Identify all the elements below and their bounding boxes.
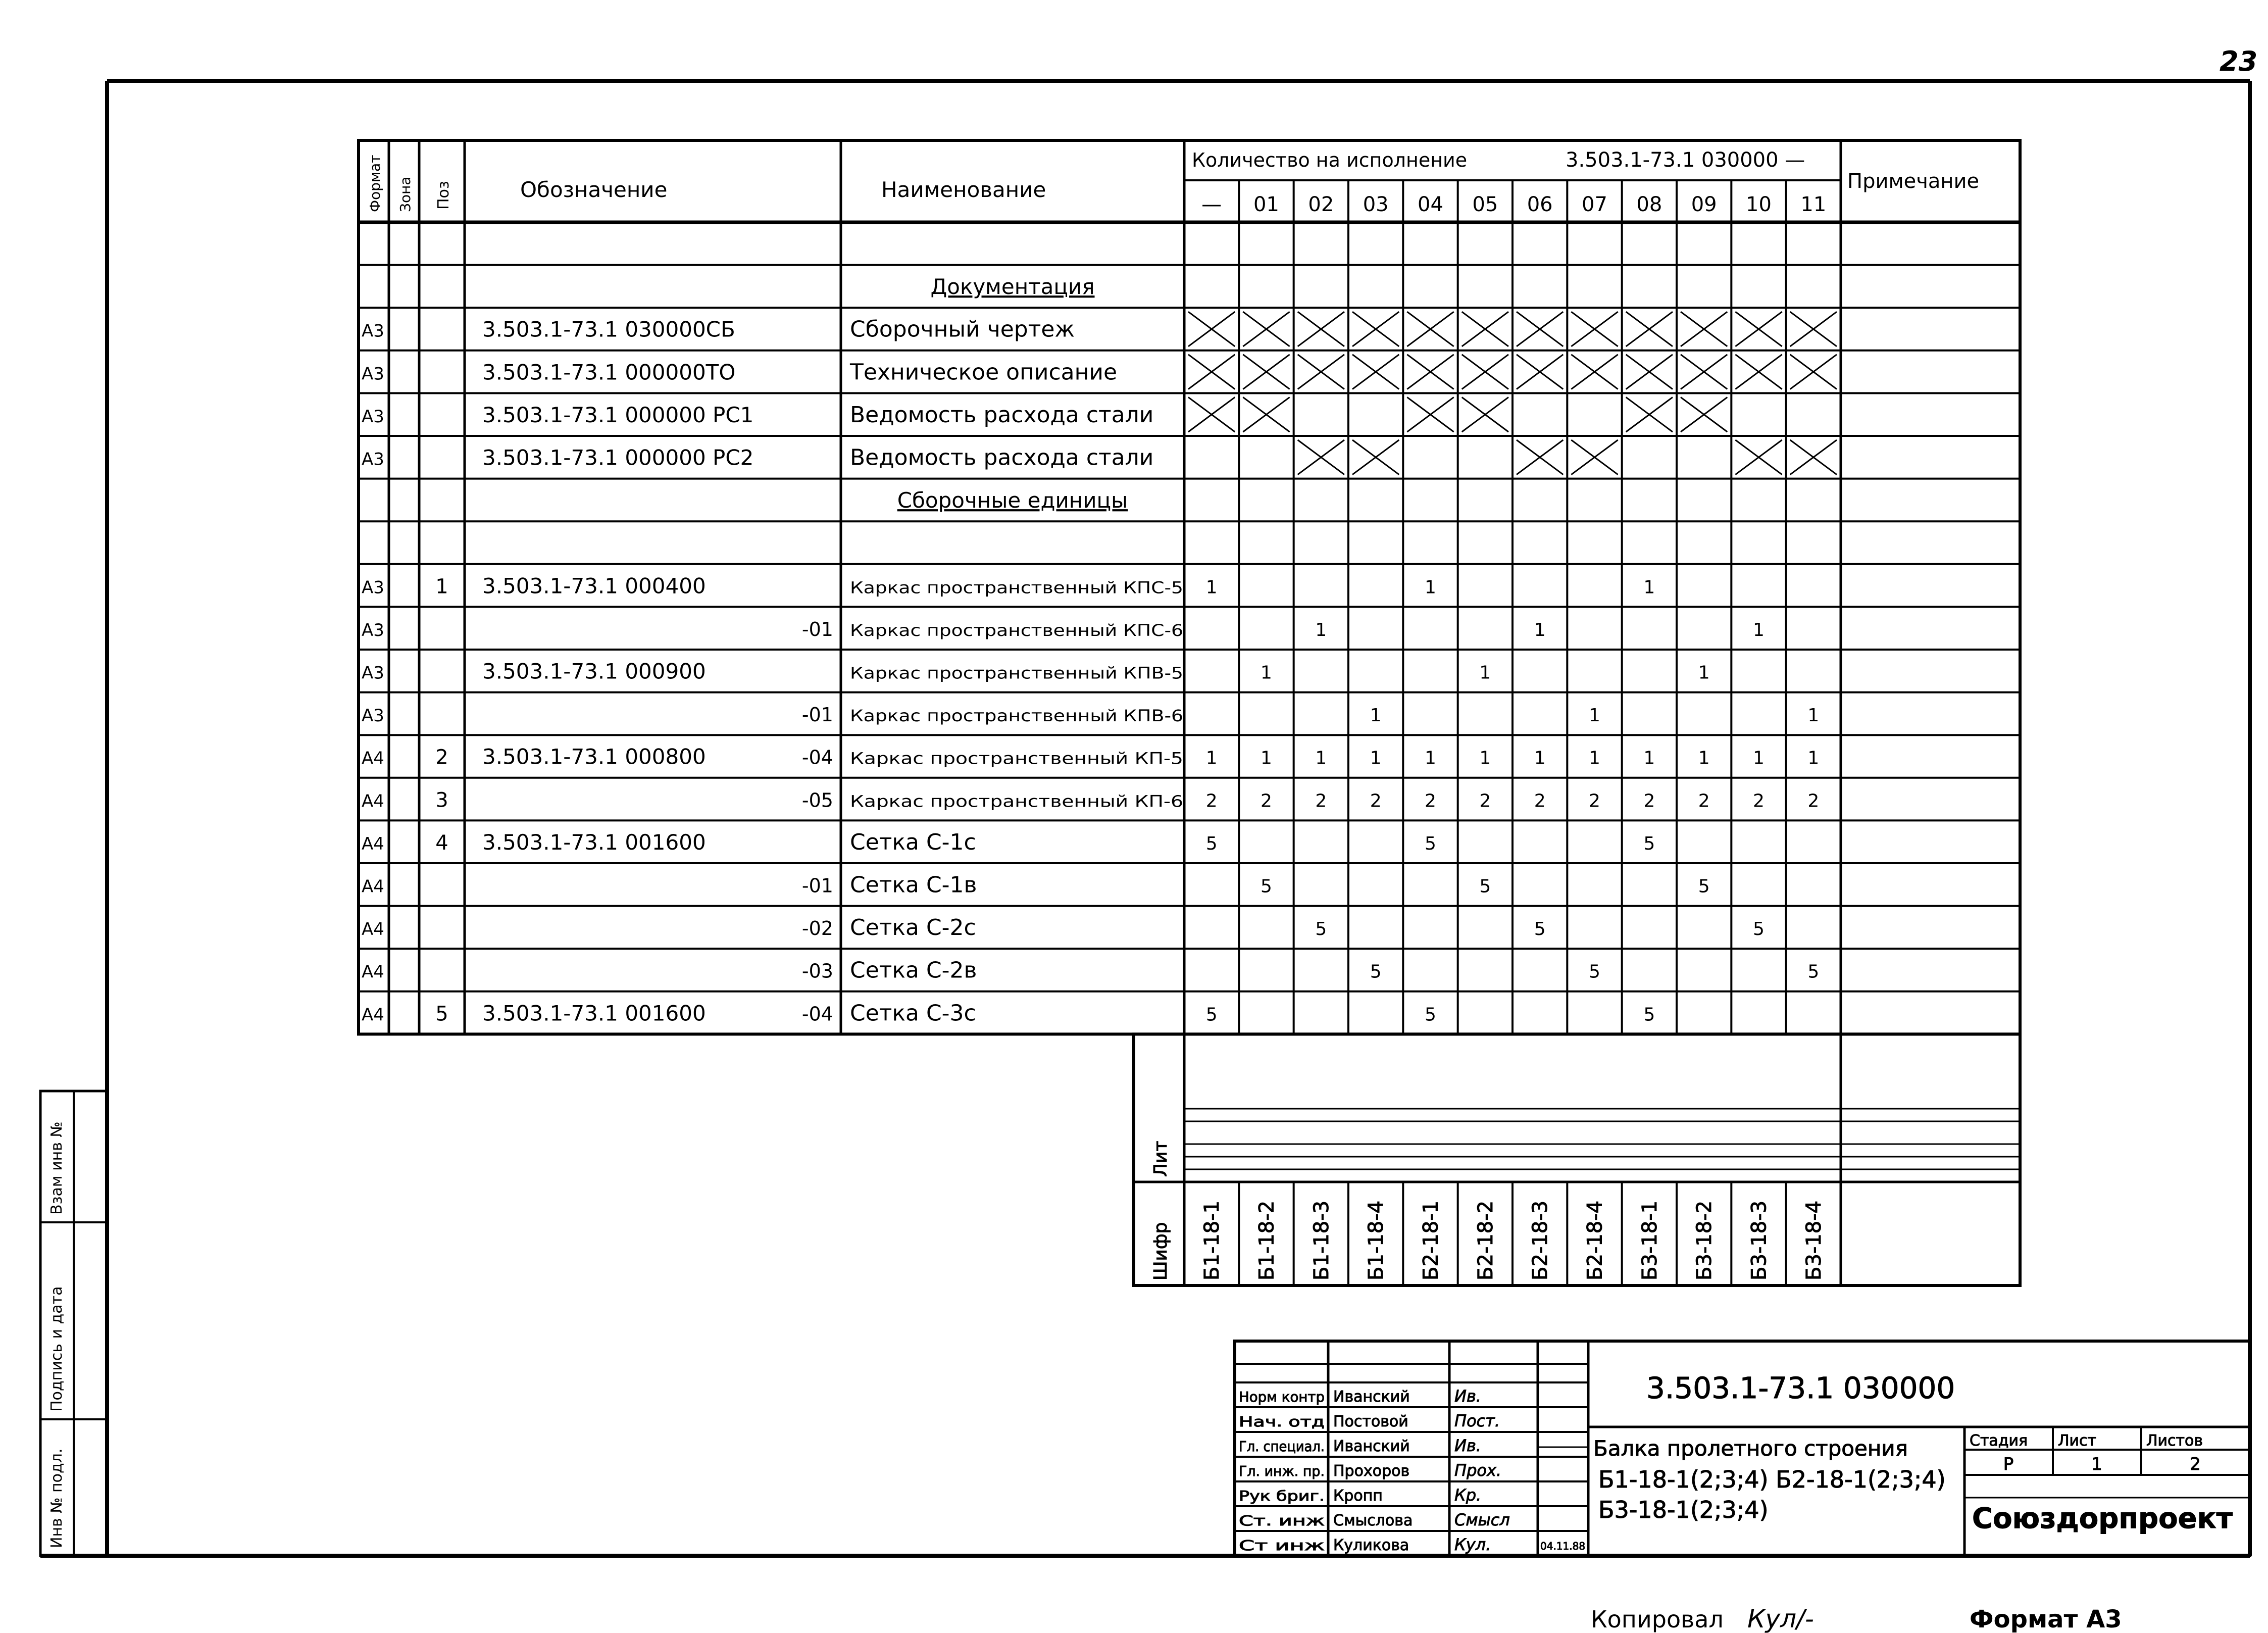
qty-value: 1 (1425, 748, 1436, 769)
staff-role: Ст. инж (1239, 1512, 1325, 1529)
qty-cross-mark (1571, 312, 1618, 347)
spec-table (362, 149, 1979, 1026)
copied-label: Копировал (1591, 1606, 1724, 1633)
qty-value: 1 (1698, 748, 1710, 769)
cipher-code: Б2-18-1 (1419, 1200, 1443, 1280)
qty-value: 1 (1425, 577, 1436, 598)
cell-format: А4 (362, 962, 384, 982)
header-column-09: 09 (1691, 193, 1717, 216)
qty-value: 1 (1807, 705, 1820, 726)
header-column-10: 10 (1746, 193, 1772, 216)
qty-value: 5 (1643, 1004, 1655, 1025)
header-column-06: 06 (1527, 193, 1553, 216)
staff-role: Гл. специал. (1239, 1438, 1325, 1455)
cell-format: А4 (362, 876, 384, 897)
qty-value: 1 (1534, 748, 1546, 769)
qty-cross-mark (1517, 440, 1563, 475)
qty-cross-mark (1517, 355, 1563, 389)
cell-format: А4 (362, 919, 384, 940)
side-label-sign-date: Подпись и дата (48, 1286, 66, 1412)
sheet-label: Лист (2058, 1432, 2097, 1450)
qty-value: 1 (1643, 748, 1655, 769)
qty-value: 2 (1315, 790, 1327, 812)
cell-designation: 3.503.1-73.1 030000СБ (482, 317, 735, 342)
cell-name: Каркас пространственный КПС-5 (850, 578, 1183, 598)
qty-cross-mark (1735, 440, 1782, 475)
qty-cross-mark (1352, 355, 1399, 389)
cell-designation: 3.503.1-73.1 000900 (482, 659, 706, 684)
cell-format: А3 (362, 406, 384, 427)
qty-value: 5 (1205, 833, 1218, 854)
cell-format: А4 (362, 791, 384, 812)
cell-format: А3 (362, 449, 384, 470)
stage-label: Стадия (1970, 1432, 2028, 1450)
date: 04.11.88 (1540, 1540, 1586, 1552)
qty-cross-mark (1626, 397, 1673, 432)
cell-format: А4 (362, 833, 384, 854)
staff-name: Куликова (1333, 1537, 1409, 1554)
staff-signature: Ив. (1454, 1387, 1481, 1406)
cell-name: Сетка С-1в (850, 872, 977, 898)
qty-value: 5 (1261, 876, 1272, 897)
qty-value: 1 (1479, 748, 1491, 769)
qty-value: 1 (1261, 748, 1272, 769)
cipher-code: Б2-18-4 (1583, 1200, 1607, 1280)
qty-value: 2 (1425, 790, 1436, 812)
cell-pos: 4 (435, 831, 448, 855)
title-block-text (1239, 1371, 2233, 1554)
header-column-11: 11 (1800, 193, 1827, 216)
cipher-code: Б3-18-4 (1802, 1200, 1826, 1280)
staff-role: Гл. инж. пр. (1239, 1463, 1325, 1479)
header-zone: Зона (397, 176, 414, 212)
qty-cross-mark (1462, 355, 1508, 389)
title-line-3: Б3-18-1(2;3;4) (1598, 1496, 1769, 1523)
cell-format: А3 (362, 364, 384, 384)
cell-name: Сборочный чертеж (850, 316, 1075, 342)
cell-format: А3 (362, 706, 384, 726)
qty-cross-mark (1243, 355, 1289, 389)
qty-value: 5 (1753, 919, 1765, 940)
qty-value: 5 (1589, 961, 1600, 982)
format-label: Формат А3 (1970, 1605, 2122, 1633)
qty-cross-mark (1462, 312, 1508, 347)
staff-name: Прохоров (1333, 1462, 1410, 1480)
side-label-inv: Инв № подл. (48, 1448, 66, 1548)
title-line-1: Балка пролетного строения (1593, 1436, 1908, 1461)
cell-name: Каркас пространственный КПС-6 (850, 620, 1183, 640)
header-column-base: — (1201, 193, 1222, 216)
staff-name: Постовой (1333, 1413, 1408, 1430)
qty-cross-mark (1735, 312, 1782, 347)
cipher-table (1134, 1034, 2020, 1285)
qty-cross-mark (1790, 312, 1837, 347)
staff-name: Иванский (1333, 1388, 1410, 1406)
qty-value: 1 (1807, 748, 1820, 769)
staff-role: Норм контр (1239, 1389, 1325, 1405)
qty-value: 2 (1205, 790, 1218, 812)
header-pos: Поз (435, 181, 452, 210)
cell-suffix: -04 (801, 1003, 833, 1025)
sheets-value: 2 (2190, 1454, 2201, 1474)
title-line-2: Б1-18-1(2;3;4) Б2-18-1(2;3;4) (1598, 1466, 1946, 1493)
qty-value: 1 (1370, 748, 1382, 769)
qty-value: 5 (1643, 833, 1655, 854)
page-number: 23 (2220, 45, 2258, 77)
cipher-code: Б3-18-1 (1638, 1200, 1661, 1280)
qty-value: 1 (1753, 619, 1765, 640)
cipher-code: Б1-18-2 (1255, 1200, 1279, 1280)
header-designation: Обозначение (520, 177, 668, 202)
header-note: Примечание (1847, 170, 1980, 193)
section-heading: Сборочные единицы (897, 488, 1128, 513)
qty-value: 2 (1534, 790, 1546, 812)
qty-value: 1 (1698, 662, 1710, 683)
qty-value: 1 (1315, 748, 1327, 769)
cell-format: А3 (362, 663, 384, 683)
qty-value: 5 (1479, 876, 1491, 897)
cell-designation: 3.503.1-73.1 000000 РС2 (482, 445, 754, 470)
header-column-08: 08 (1636, 193, 1662, 216)
cipher-code: Б3-18-3 (1747, 1200, 1771, 1280)
sheet-value: 1 (2091, 1454, 2102, 1474)
header-column-04: 04 (1418, 193, 1443, 216)
cipher-code: Б1-18-1 (1200, 1200, 1224, 1280)
qty-cross-mark (1188, 397, 1235, 432)
cell-suffix: -03 (801, 960, 833, 982)
cell-name: Каркас пространственный КПВ-5 (850, 663, 1183, 683)
qty-value: 1 (1205, 748, 1218, 769)
staff-name: Смыслова (1333, 1512, 1413, 1529)
cell-suffix: -05 (801, 789, 833, 812)
doc-number: 3.503.1-73.1 030000 (1646, 1371, 1955, 1405)
qty-value: 2 (1643, 790, 1655, 812)
qty-cross-mark (1626, 312, 1673, 347)
qty-cross-mark (1407, 312, 1453, 347)
cell-name: Техническое описание (850, 359, 1118, 385)
qty-value: 2 (1698, 790, 1710, 812)
title-block (1235, 1341, 2250, 1556)
staff-role: Ст инж (1239, 1537, 1325, 1554)
header-format: Формат (367, 155, 383, 212)
copied-signature: Кул/- (1747, 1604, 1814, 1633)
qty-cross-mark (1298, 440, 1344, 475)
qty-value: 5 (1205, 1004, 1218, 1025)
cell-name: Ведомость расхода стали (850, 402, 1154, 428)
cell-format: А3 (362, 620, 384, 640)
staff-signature: Кул. (1454, 1535, 1491, 1554)
qty-value: 5 (1425, 1004, 1436, 1025)
cell-name: Каркас пространственный КПВ-6 (850, 706, 1183, 726)
qty-value: 1 (1261, 662, 1272, 683)
cipher-label: Шифр (1150, 1222, 1171, 1280)
side-label-replace: Взам инв № (48, 1121, 66, 1215)
staff-signature: Пост. (1454, 1411, 1500, 1430)
stage-value: Р (2003, 1454, 2014, 1474)
qty-value: 1 (1205, 577, 1218, 598)
qty-value: 2 (1261, 790, 1272, 812)
qty-value: 2 (1753, 790, 1765, 812)
cipher-code: Б3-18-2 (1693, 1200, 1717, 1280)
header-column-05: 05 (1472, 193, 1498, 216)
staff-signature: Ив. (1454, 1436, 1481, 1455)
header-column-07: 07 (1582, 193, 1607, 216)
cell-name: Сетка С-3с (850, 1000, 976, 1026)
lit-label: Лит (1150, 1141, 1171, 1177)
qty-cross-mark (1188, 312, 1235, 347)
qty-cross-mark (1243, 312, 1289, 347)
qty-value: 5 (1425, 833, 1436, 854)
qty-value: 2 (1807, 790, 1820, 812)
cell-pos: 2 (435, 746, 448, 769)
qty-cross-mark (1517, 312, 1563, 347)
cipher-code: Б1-18-3 (1309, 1200, 1333, 1280)
qty-cross-mark (1790, 440, 1837, 475)
cell-pos: 5 (435, 1002, 448, 1026)
cell-name: Сетка С-1с (850, 829, 976, 855)
cell-pos: 3 (435, 788, 448, 812)
cell-pos: 1 (435, 575, 448, 599)
header-column-02: 02 (1308, 193, 1334, 216)
staff-name: Кропп (1333, 1487, 1383, 1505)
qty-cross-mark (1735, 355, 1782, 389)
staff-role: Нач. отд (1239, 1413, 1325, 1430)
qty-cross-mark (1681, 397, 1727, 432)
cell-suffix: -01 (801, 874, 833, 897)
qty-value: 1 (1534, 619, 1546, 640)
cell-designation: 3.503.1-73.1 000400 (482, 573, 706, 599)
staff-role: Рук бриг. (1239, 1488, 1325, 1504)
qty-value: 5 (1315, 919, 1327, 940)
cell-suffix: -02 (801, 917, 833, 940)
cell-name: Каркас пространственный КП-6 (850, 791, 1183, 811)
cell-designation: 3.503.1-73.1 000800 (482, 744, 706, 769)
header-column-03: 03 (1363, 193, 1389, 216)
qty-cross-mark (1243, 397, 1289, 432)
cell-name: Ведомость расхода стали (850, 444, 1154, 471)
qty-cross-mark (1407, 397, 1453, 432)
qty-cross-mark (1681, 312, 1727, 347)
staff-signature: Прох. (1454, 1461, 1502, 1480)
cell-suffix: -04 (801, 746, 833, 769)
cell-name: Сетка С-2с (850, 915, 976, 941)
qty-value: 2 (1589, 790, 1600, 812)
section-heading: Документация (930, 274, 1095, 300)
qty-cross-mark (1626, 355, 1673, 389)
header-name: Наименование (881, 177, 1046, 202)
cell-suffix: -01 (801, 618, 833, 640)
qty-cross-mark (1298, 355, 1344, 389)
cell-designation: 3.503.1-73.1 000000ТО (482, 360, 736, 385)
qty-value: 1 (1589, 705, 1600, 726)
qty-value: 2 (1370, 790, 1382, 812)
cell-name: Каркас пространственный КП-5 (850, 749, 1183, 768)
staff-signature: Смысл (1454, 1510, 1510, 1529)
sheets-label: Листов (2146, 1432, 2203, 1450)
cipher-code: Б1-18-4 (1365, 1200, 1388, 1280)
qty-value: 5 (1534, 919, 1546, 940)
qty-value: 1 (1370, 705, 1382, 726)
qty-cross-mark (1681, 355, 1727, 389)
qty-value: 1 (1753, 748, 1765, 769)
qty-value: 5 (1807, 961, 1820, 982)
qty-value: 1 (1589, 748, 1600, 769)
header-quantity-title: Количество на исполнение (1192, 149, 1468, 171)
cell-format: А4 (362, 1005, 384, 1025)
sheet-frame (40, 81, 2250, 1556)
qty-value: 1 (1315, 619, 1327, 640)
qty-value: 1 (1479, 662, 1491, 683)
cell-designation: 3.503.1-73.1 001600 (482, 829, 706, 855)
header-column-01: 01 (1253, 193, 1279, 216)
cell-designation: 3.503.1-73.1 000000 РС1 (482, 402, 754, 427)
cell-name: Сетка С-2в (850, 957, 977, 983)
qty-value: 5 (1370, 961, 1382, 982)
qty-cross-mark (1571, 440, 1618, 475)
qty-cross-mark (1790, 355, 1837, 389)
qty-cross-mark (1298, 312, 1344, 347)
cipher-code: Б2-18-3 (1529, 1200, 1552, 1280)
qty-value: 2 (1479, 790, 1491, 812)
cell-suffix: -01 (801, 704, 833, 726)
staff-name: Иванский (1333, 1438, 1410, 1455)
qty-cross-mark (1462, 397, 1508, 432)
qty-cross-mark (1188, 355, 1235, 389)
qty-value: 1 (1643, 577, 1655, 598)
cipher-code: Б2-18-2 (1474, 1200, 1497, 1280)
cell-designation: 3.503.1-73.1 001600 (482, 1001, 706, 1026)
qty-cross-mark (1352, 440, 1399, 475)
header-quantity-code: 3.503.1-73.1 030000 — (1566, 149, 1805, 172)
cell-format: А3 (362, 577, 384, 598)
qty-cross-mark (1407, 355, 1453, 389)
qty-cross-mark (1571, 355, 1618, 389)
cell-format: А4 (362, 748, 384, 769)
staff-signature: Кр. (1454, 1486, 1482, 1505)
qty-cross-mark (1352, 312, 1399, 347)
qty-value: 5 (1698, 876, 1710, 897)
organization: Союздорпроект (1972, 1502, 2233, 1535)
cell-format: А3 (362, 321, 384, 341)
